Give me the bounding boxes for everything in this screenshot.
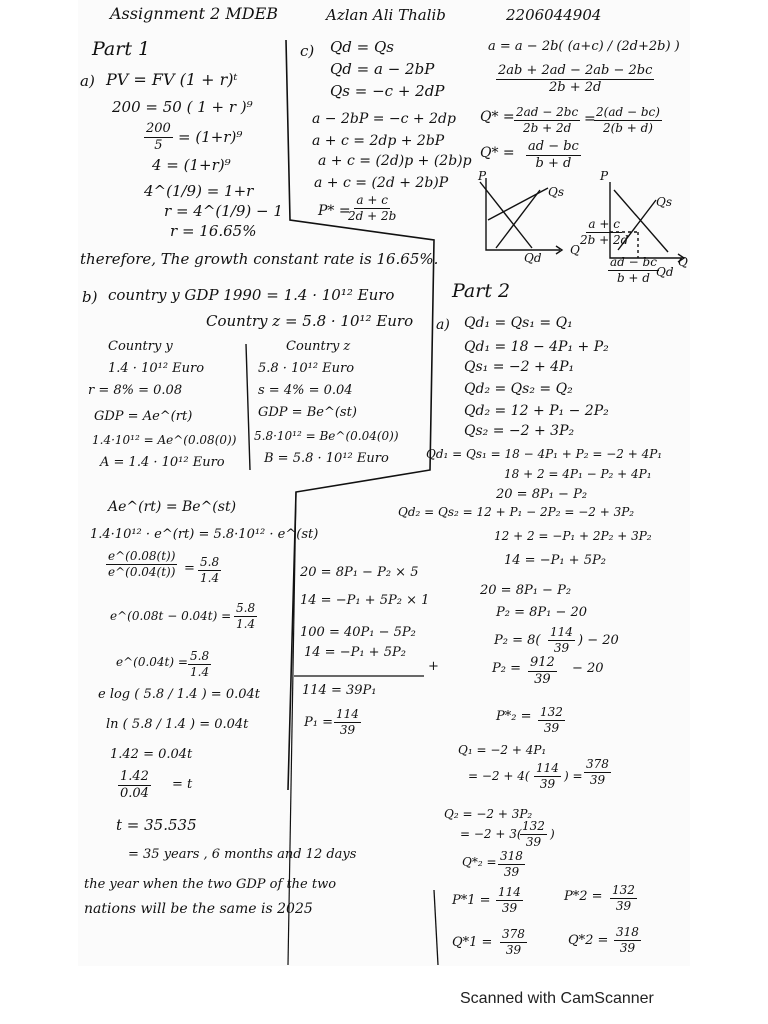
q2star-lhs: Q*₂ = xyxy=(462,855,497,869)
mid-p1-lhs: P₁ = xyxy=(304,715,333,730)
q1-line: Q₁ = −2 + 4P₁ xyxy=(458,743,547,757)
a-line-5: r = 4^(1/9) − 1 xyxy=(164,202,283,220)
b-solve-1: Ae^(rt) = Be^(st) xyxy=(108,499,237,515)
c-line-7: a + c = (2d + 2b)P xyxy=(314,175,449,191)
graph-left-q: Q xyxy=(570,243,580,257)
col-y-value: 1.4 · 10¹² Euro xyxy=(108,361,205,376)
a-fraction-200-5: $\frac{200}{5}$ xyxy=(146,121,171,153)
student-name: Azlan Ali Thalib xyxy=(326,6,446,24)
b-conclusion-2: nations will be the same is 2025 xyxy=(84,901,313,917)
q2b-rhs: ) xyxy=(550,827,555,841)
p2-line-3: Qs₁ = −2 + 4P₁ xyxy=(464,359,575,375)
p2-sub-lhs: P₂ = 8( xyxy=(494,633,541,648)
b-frac-e: $\frac{e\^{}(0.08(t))}{e\^{}(0.04(t))}$ xyxy=(108,549,176,579)
c-line-5: a + c = 2dp + 2bP xyxy=(312,133,445,149)
graph-right-qd: Qd xyxy=(656,265,674,279)
p2star-fraction: $\frac{132}{39}$ xyxy=(540,705,563,735)
part1-a-label: a) xyxy=(80,72,95,90)
mid-line-4: 14 = −P₁ + 5P₂ xyxy=(304,645,406,660)
p2-line-1: Qd₁ = Qs₁ = Q₁ xyxy=(464,315,573,331)
p2-line-12: 14 = −P₁ + 5P₂ xyxy=(504,553,606,568)
col-y-rate: r = 8% = 0.08 xyxy=(88,383,183,398)
mid-line-2: 14 = −P₁ + 5P₂ × 1 xyxy=(300,593,430,608)
part2-a-label: a) xyxy=(436,317,450,333)
part1-b-label: b) xyxy=(82,288,98,306)
part2-heading: Part 2 xyxy=(452,280,511,302)
final-q2-fraction: $\frac{318}{39}$ xyxy=(616,925,639,955)
b-frac-ratio: $\frac{5.8}{1.4}$ xyxy=(200,555,220,585)
graph-left-qs: Qs xyxy=(548,185,564,199)
p2-line-10: Qd₂ = Qs₂ = 12 + P₁ − 2P₂ = −2 + 3P₂ xyxy=(398,505,635,519)
c-line-6: a + c = (2d)p + (2b)p xyxy=(318,153,472,169)
col-z-rate: s = 4% = 0.04 xyxy=(258,383,353,398)
a-line-3: 4 = (1+r)⁹ xyxy=(152,156,231,174)
mid-line-3: 100 = 40P₁ − 5P₂ xyxy=(300,625,416,640)
b-t-value: t = 35.535 xyxy=(116,816,197,834)
p2-line-6: Qs₂ = −2 + 3P₂ xyxy=(464,423,575,439)
p2-line-5: Qd₂ = 12 + P₁ − 2P₂ xyxy=(464,403,609,419)
p2-line-2: Qd₁ = 18 − 4P₁ + P₂ xyxy=(464,339,609,355)
p2-line-14: P₂ = 8P₁ − 20 xyxy=(496,605,588,620)
a-line-4: 4^(1/9) = 1+r xyxy=(144,182,254,200)
b-frac2: $\frac{5.8}{1.4}$ xyxy=(236,601,256,631)
col-z-substitute: 5.8·10¹² = Be^(0.04(0)) xyxy=(254,429,399,443)
q1b-lhs: = −2 + 4( xyxy=(468,769,530,783)
q1b-result: $\frac{378}{39}$ xyxy=(586,757,609,787)
a-line-1: PV = FV (1 + r)ᵗ xyxy=(106,70,238,89)
b-frac3-lhs: e^(0.04t) = xyxy=(116,655,188,669)
p2b-lhs: P₂ = xyxy=(492,661,521,676)
q2b-fraction: $\frac{132}{39}$ xyxy=(522,819,545,849)
graph-p-fraction: $\frac{a + c}{2b + 2d}$ xyxy=(580,217,629,247)
a-line-2: 200 = 50 ( 1 + r )⁹ xyxy=(112,98,253,116)
b-line-1: country y GDP 1990 = 1.4 · 10¹² Euro xyxy=(108,286,395,304)
graph-left-p: P xyxy=(478,169,487,183)
c-line-1: Qd = Qs xyxy=(330,38,394,56)
b-frac-eq: = xyxy=(184,561,195,576)
b-ln-line: ln ( 5.8 / 1.4 ) = 0.04t xyxy=(106,717,249,732)
col-y-result: A = 1.4 · 10¹² Euro xyxy=(100,455,225,470)
qstar-eq: = xyxy=(584,111,596,127)
a-line-6: r = 16.65% xyxy=(170,222,257,240)
final-q1-lhs: Q*1 = xyxy=(452,935,493,950)
graph-right-q: Q xyxy=(678,255,688,269)
a-conclusion: therefore, The growth constant rate is 16.65%. xyxy=(80,250,439,268)
q2b-lhs: = −2 + 3( xyxy=(460,827,522,841)
b-t-fraction: $\frac{1.42}{0.04}$ xyxy=(120,769,149,801)
qstar-line: a = a − 2b( (a+c) / (2d+2b) ) xyxy=(488,39,680,54)
b-solve-2: 1.4·10¹² · e^(rt) = 5.8·10¹² · e^(st) xyxy=(90,527,319,542)
final-p1-fraction: $\frac{114}{39}$ xyxy=(498,885,521,915)
student-id: 2206044904 xyxy=(506,6,602,24)
p2-line-7: Qd₁ = Qs₁ = 18 − 4P₁ + P₂ = −2 + 4P₁ xyxy=(426,447,663,461)
p2-line-8: 18 + 2 = 4P₁ − P₂ + 4P₁ xyxy=(504,467,652,481)
final-q2-lhs: Q*2 = xyxy=(568,933,609,948)
mid-plus: + xyxy=(428,659,439,674)
b-log-line: e log ( 5.8 / 1.4 ) = 0.04t xyxy=(98,687,260,702)
p2-line-11: 12 + 2 = −P₁ + 2P₂ + 3P₂ xyxy=(494,529,652,543)
scanned-page xyxy=(78,0,690,966)
col-y-formula: GDP = Ae^(rt) xyxy=(94,409,193,424)
b-frac3: $\frac{5.8}{1.4}$ xyxy=(190,649,210,679)
p2b-rhs: − 20 xyxy=(572,661,604,676)
col-y-substitute: 1.4·10¹² = Ae^(0.08(0)) xyxy=(92,433,237,447)
b-conclusion-1: the year when the two GDP of the two xyxy=(84,877,337,892)
p2b-fraction: $\frac{912}{39}$ xyxy=(530,655,555,687)
mid-line-1: 20 = 8P₁ − P₂ × 5 xyxy=(300,565,419,580)
a-fraction-rhs: = (1+r)⁹ xyxy=(178,128,243,146)
col-y-title: Country y xyxy=(108,339,173,354)
final-p2-lhs: P*2 = xyxy=(564,889,603,904)
part1-c-label: c) xyxy=(300,42,315,60)
q2-frac: $\frac{ad - bc}{b + d}$ xyxy=(528,139,579,171)
scanner-watermark: Scanned with CamScanner xyxy=(460,990,654,1007)
final-q1-fraction: $\frac{378}{39}$ xyxy=(502,927,525,957)
c-line-2: Qd = a − 2bP xyxy=(330,60,435,78)
b-years: = 35 years , 6 months and 12 days xyxy=(128,847,357,862)
c-line-3: Qs = −c + 2dP xyxy=(330,82,445,100)
q2-lhs: Q* = xyxy=(480,145,515,161)
part1-heading: Part 1 xyxy=(92,38,151,60)
b-142-line: 1.42 = 0.04t xyxy=(110,747,193,762)
graph-right-qs: Qs xyxy=(656,195,672,209)
final-p2-fraction: $\frac{132}{39}$ xyxy=(612,883,635,913)
p2-line-9: 20 = 8P₁ − P₂ xyxy=(496,487,588,502)
col-z-formula: GDP = Be^(st) xyxy=(258,405,357,420)
mid-line-6: 114 = 39P₁ xyxy=(302,683,377,698)
b-t-rhs: = t xyxy=(172,777,193,792)
q2-line: Q₂ = −2 + 3P₂ xyxy=(444,807,533,821)
p2-line-4: Qd₂ = Qs₂ = Q₂ xyxy=(464,381,573,397)
mid-p1-fraction: $\frac{114}{39}$ xyxy=(336,707,359,737)
graph-q-fraction: $\frac{ad - bc}{b + d}$ xyxy=(610,255,657,285)
final-p1-lhs: P*1 = xyxy=(452,893,491,908)
p2-sub-rhs: ) − 20 xyxy=(578,633,619,648)
q2star-fraction: $\frac{318}{39}$ xyxy=(500,849,523,879)
c-pstar-fraction: $\frac{a + c}{2d + 2b}$ xyxy=(348,193,397,223)
p2-line-13: 20 = 8P₁ − P₂ xyxy=(480,583,572,598)
qstar-lhs: Q* = xyxy=(480,109,515,125)
col-z-result: B = 5.8 · 10¹² Euro xyxy=(264,451,389,466)
p2-sub-fraction: $\frac{114}{39}$ xyxy=(550,625,573,655)
b-line-2: Country z = 5.8 · 10¹² Euro xyxy=(206,312,414,330)
p2star-lhs: P*₂ = xyxy=(496,709,532,724)
qstar-frac2: $\frac{2(ad - bc)}{2(b + d)}$ xyxy=(596,105,660,135)
graph-right-p: P xyxy=(600,169,609,183)
qstar-frac1: $\frac{2ad - 2bc}{2b + 2d}$ xyxy=(516,105,579,135)
col-z-value: 5.8 · 10¹² Euro xyxy=(258,361,355,376)
q1b-rhs: ) = xyxy=(564,769,583,783)
b-frac2-lhs: e^(0.08t − 0.04t) = xyxy=(110,609,232,623)
assignment-title: Assignment 2 MDEB xyxy=(110,4,279,23)
graph-left-qd: Qd xyxy=(524,251,542,265)
c-pstar-lhs: P* = xyxy=(318,203,351,219)
q1b-fraction: $\frac{114}{39}$ xyxy=(536,761,559,791)
qstar-step2: $\frac{2ab + 2ad - 2ab - 2bc}{2b + 2d}$ xyxy=(498,63,653,95)
col-z-title: Country z xyxy=(286,339,351,354)
c-line-4: a − 2bP = −c + 2dp xyxy=(312,111,456,127)
